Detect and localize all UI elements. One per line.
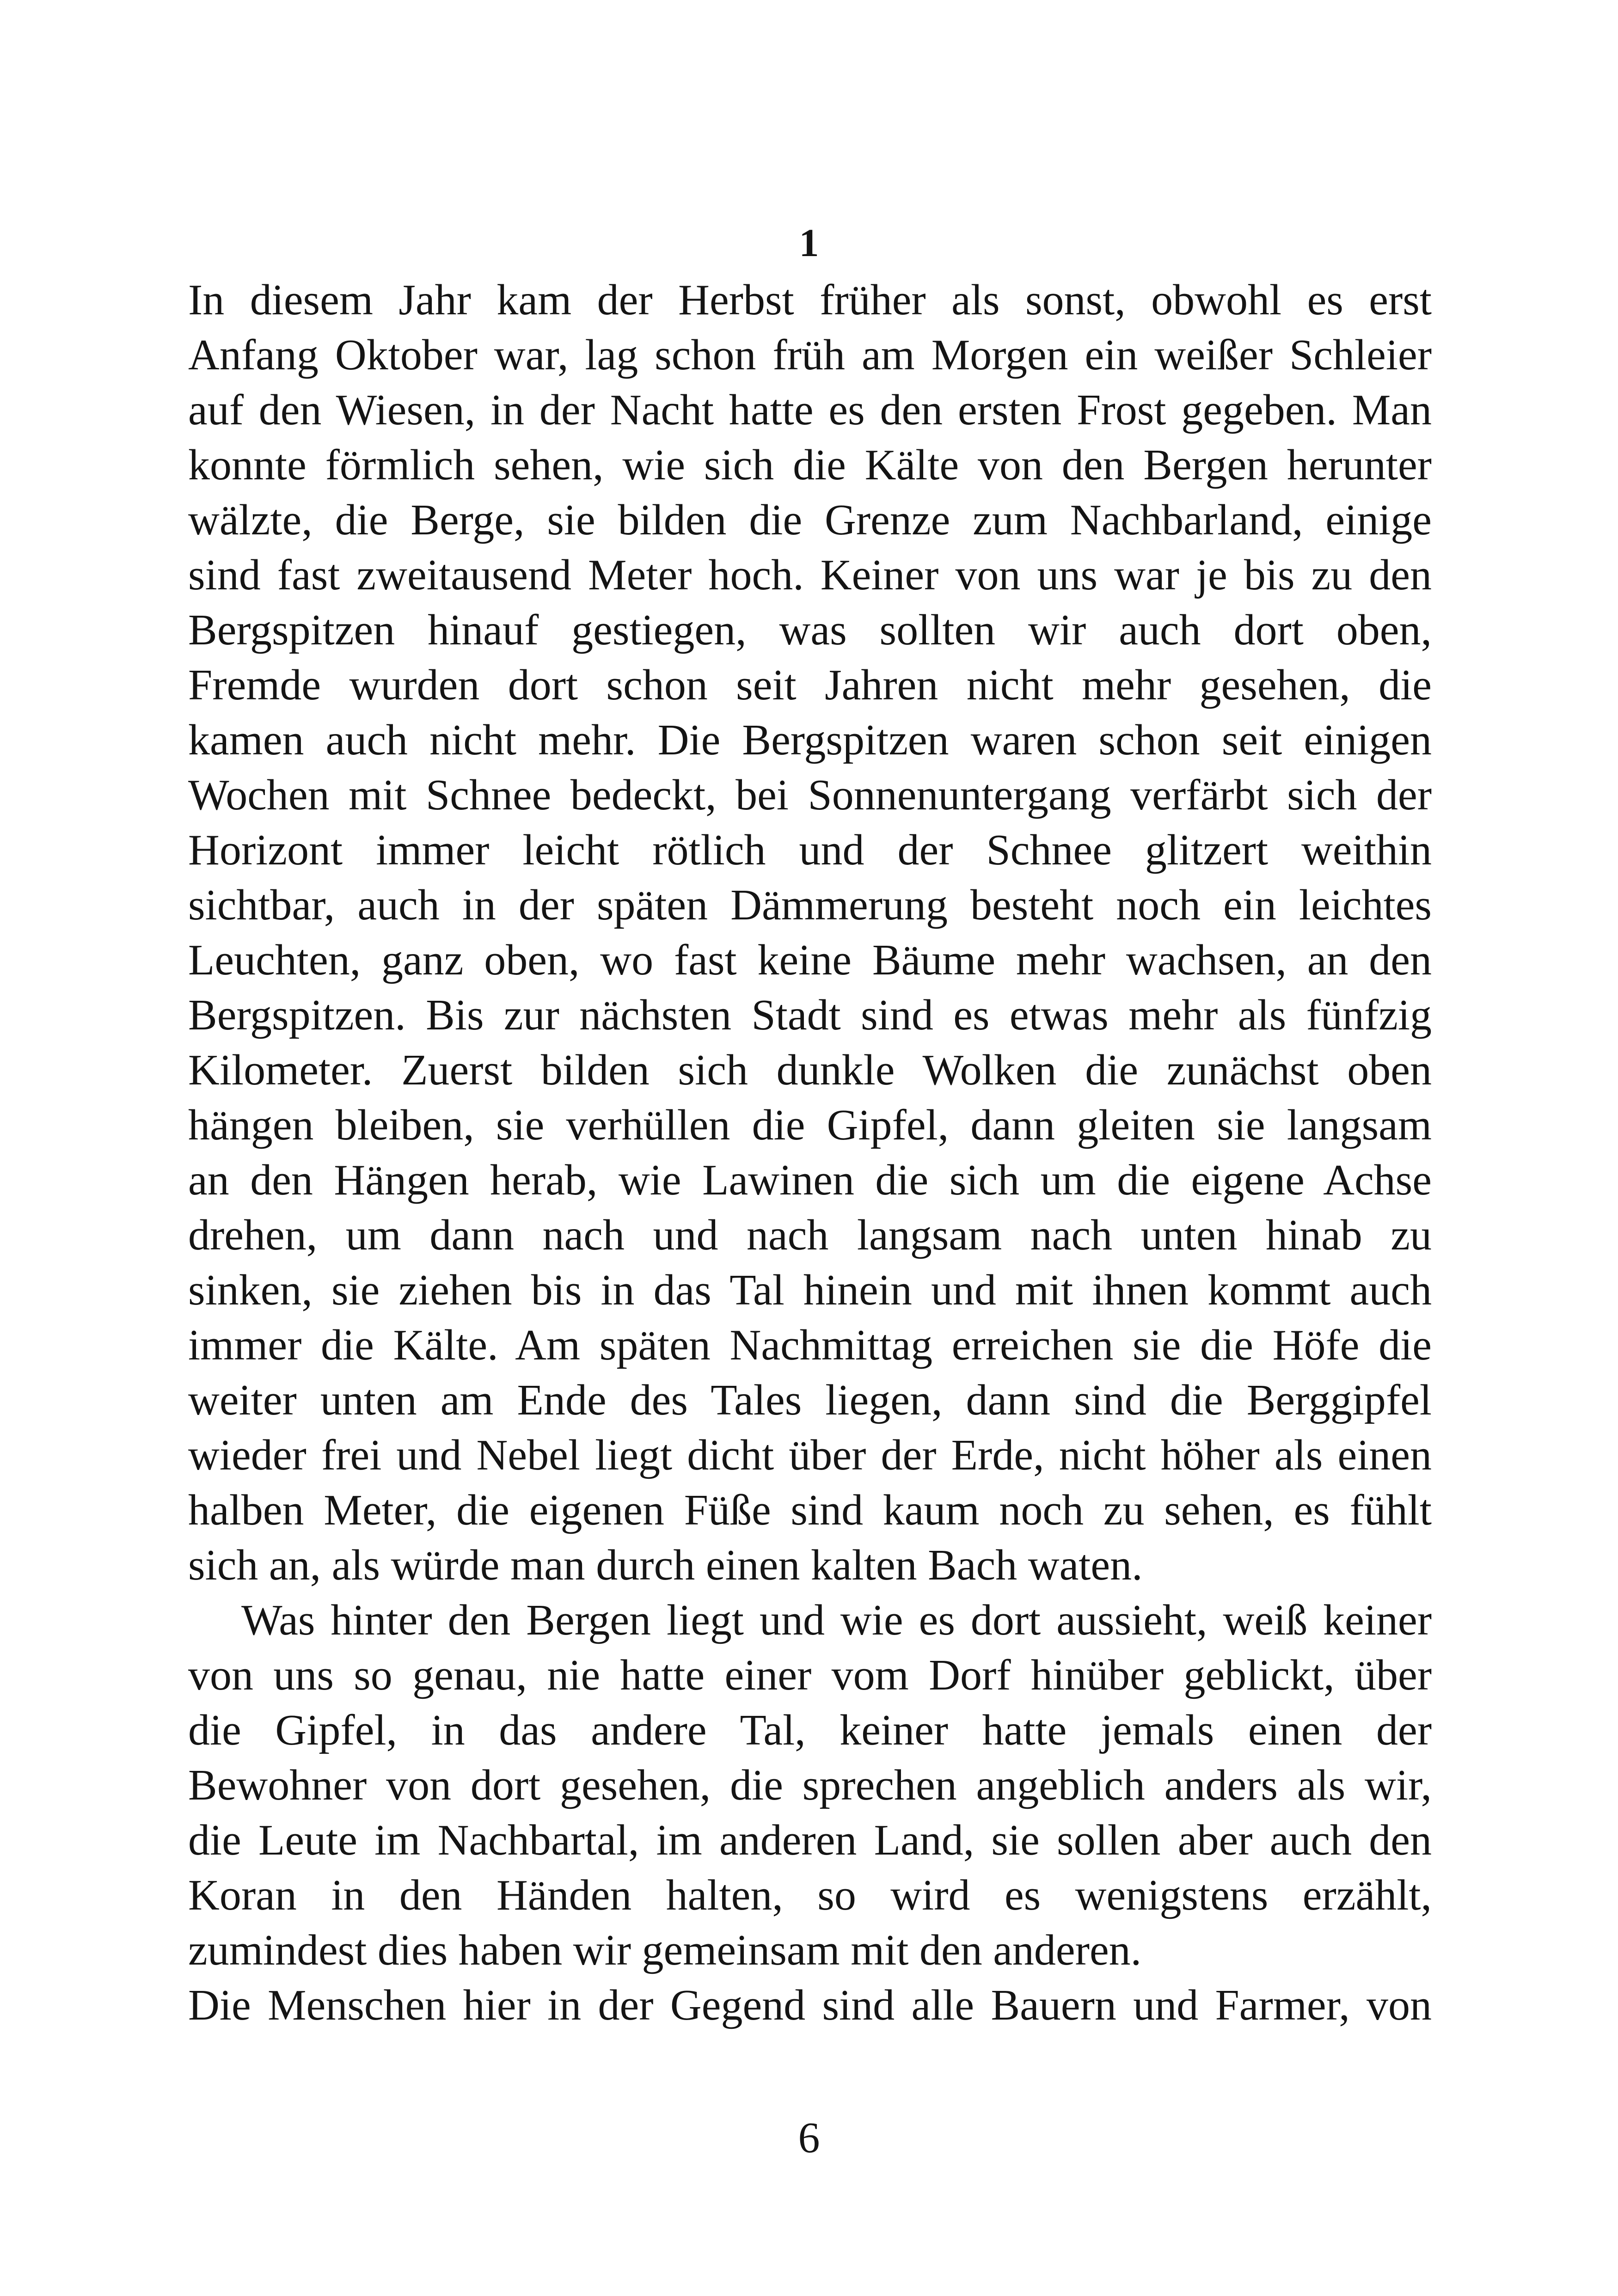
text-line: wälzte, die Berge, sie bilden die Grenze zum Nachbarland, einige	[188, 496, 1432, 544]
text-line: Wochen mit Schnee bedeckt, bei Sonnenuntergang verfärbt sich der	[188, 771, 1432, 819]
text-line: Anfang Oktober war, lag schon früh am Morgen ein weißer Schleier	[188, 331, 1432, 379]
text-line: kamen auch nicht mehr. Die Bergspitzen waren schon seit einigen	[188, 716, 1432, 764]
body-text	[188, 273, 1432, 2033]
text-line: Bergspitzen. Bis zur nächsten Stadt sind es etwas mehr als fünfzig	[188, 991, 1432, 1039]
text-line: Die Menschen hier in der Gegend sind alle Bauern und Farmer, von	[188, 1981, 1432, 2029]
text-line: von uns so genau, nie hatte einer vom Dorf hinüber geblickt, über	[188, 1651, 1432, 1699]
paragraph	[188, 1593, 1432, 1978]
text-line: Horizont immer leicht rötlich und der Schnee glitzert weithin	[188, 826, 1432, 874]
text-line: Bewohner von dort gesehen, die sprechen angeblich anders als wir,	[188, 1761, 1432, 1809]
chapter-number: 1	[799, 220, 819, 265]
text-line: Fremde wurden dort schon seit Jahren nicht mehr gesehen, die	[188, 661, 1432, 709]
text-line: Koran in den Händen halten, so wird es wenigstens erzählt,	[188, 1871, 1432, 1919]
text-line: zumindest dies haben wir gemeinsam mit den anderen.	[188, 1926, 1142, 1974]
text-line: drehen, um dann nach und nach langsam nach unten hinab zu	[188, 1211, 1432, 1259]
text-line: sinken, sie ziehen bis in das Tal hinein und mit ihnen kommt auch	[188, 1266, 1432, 1314]
text-line: die Leute im Nachbartal, im anderen Land, sie sollen aber auch den	[188, 1816, 1432, 1864]
text-line: die Gipfel, in das andere Tal, keiner hatte jemals einen der	[188, 1706, 1432, 1754]
text-line: Leuchten, ganz oben, wo fast keine Bäume mehr wachsen, an den	[188, 936, 1432, 984]
text-line: weiter unten am Ende des Tales liegen, dann sind die Berggipfel	[188, 1376, 1432, 1424]
text-line: an den Hängen herab, wie Lawinen die sich um die eigene Achse	[188, 1156, 1432, 1204]
text-line: halben Meter, die eigenen Füße sind kaum noch zu sehen, es fühlt	[188, 1486, 1432, 1534]
paragraph	[188, 1978, 1432, 2033]
page-number: 6	[798, 2114, 820, 2162]
text-line: In diesem Jahr kam der Herbst früher als sonst, obwohl es erst	[188, 276, 1432, 324]
text-line: Bergspitzen hinauf gestiegen, was sollten wir auch dort oben,	[188, 606, 1432, 654]
text-line: auf den Wiesen, in der Nacht hatte es den ersten Frost gegeben. Man	[188, 386, 1432, 434]
text-line: Kilometer. Zuerst bilden sich dunkle Wolken die zunächst oben	[188, 1046, 1432, 1094]
text-line: sich an, als würde man durch einen kalten Bach waten.	[188, 1541, 1143, 1589]
text-line: Was hinter den Bergen liegt und wie es dort aussieht, weiß keiner	[241, 1596, 1432, 1644]
paragraph	[188, 273, 1432, 1593]
text-line: wieder frei und Nebel liegt dicht über der Erde, nicht höher als einen	[188, 1431, 1432, 1479]
text-line: immer die Kälte. Am späten Nachmittag erreichen sie die Höfe die	[188, 1321, 1432, 1369]
text-line: hängen bleiben, sie verhüllen die Gipfel, dann gleiten sie langsam	[188, 1101, 1432, 1149]
text-line: konnte förmlich sehen, wie sich die Kälte von den Bergen herunter	[188, 441, 1432, 489]
text-line: sind fast zweitausend Meter hoch. Keiner von uns war je bis zu den	[188, 551, 1432, 599]
text-line: sichtbar, auch in der späten Dämmerung besteht noch ein leichtes	[188, 881, 1432, 929]
